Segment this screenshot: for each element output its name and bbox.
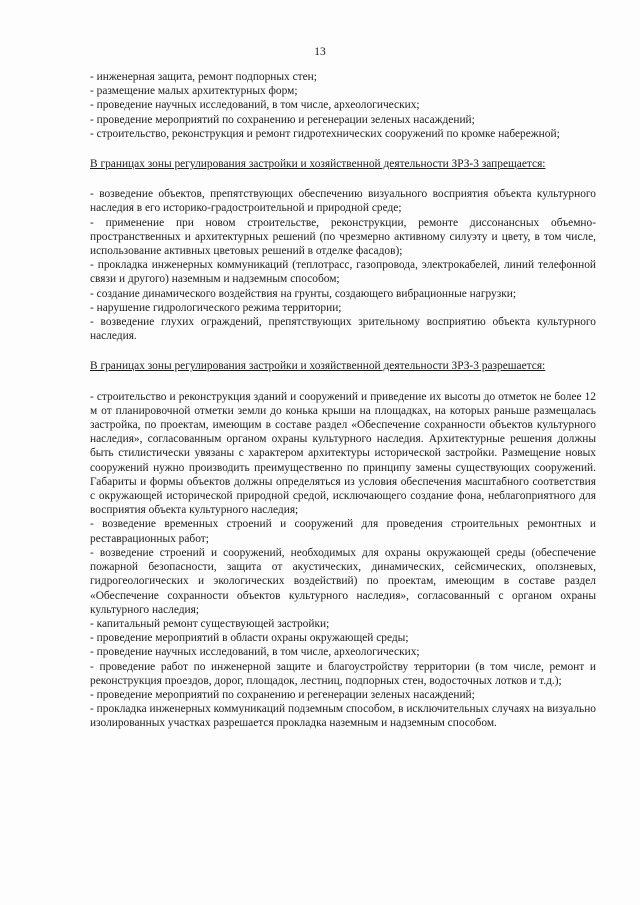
- section-heading-permitted: В границах зоны регулирования застройки и хозяйственной деятельности ЗРЗ-3 разрешается:: [90, 360, 546, 373]
- list-item: - проведение научных исследований, в том числе, археологических;: [90, 99, 420, 112]
- list-item: - размещение малых архитектурных форм;: [90, 85, 298, 98]
- list-item: - инженерная защита, ремонт подпорных стен;: [90, 71, 317, 83]
- list-item: - нарушение гидрологического режима территории;: [90, 301, 342, 314]
- list-item: - проведение научных исследований, в том числе, археологических;: [90, 646, 420, 659]
- list-item: - строительство, реконструкция и ремонт гидротехнических сооружений по кромке набережной;: [90, 127, 560, 140]
- list-item: - возведение временных строений и сооружений для проведения строительных ремонтных и реставрационных работ;: [90, 518, 596, 545]
- page-number: 13: [314, 46, 326, 58]
- prohibited-list: [90, 187, 596, 343]
- list-item: - проведение мероприятий по сохранению и регенерации зеленых насаждений;: [90, 113, 475, 126]
- list-item: - возведение строений и сооружений, необходимых для охраны окружающей среды (обеспечение пожарной безопасности, защита от акустических, динамических, сейсмических, оползневых, гидрогеологических и экологических воздействий) по проектам, имеющим в составе раздел «Обеспечение сохранности объектов культурного наследия», согласованный с органом охраны культурного наследия;: [90, 546, 596, 616]
- list-item: - применение при новом строительстве, реконструкции, ремонте диссонансных объемно-пространственных и архитектурных решений (по чрезмерно активному силуэту и цвету, в том числе, использование активных цветовых решений в отделке фасадов);: [90, 216, 596, 258]
- list-item: - строительство и реконструкция зданий и сооружений и приведение их высоты до отметок не более 12 м от планировочной отметки земли до конька крыши на площадках, на которых раньше размещалась застройка, по проектам, имеющим в составе раздел «Обеспечение сохранности объектов культурного наследия», согласованным органом охраны культурного наследия. Архитектурные решения должны быть стилистически увязаны с характером архитектуры исторической застройки. Размещение новых сооружений нужно производить преимущественно по принципу замены существующих сооружений. Габариты и формы объектов должны определяться из условия обеспечения масштабного соответствия с окружающей исторической природной средой, исключающего создание фона, неблагоприятного для восприятия объекта культурного наследия;: [90, 390, 596, 517]
- list-item: - проведение мероприятий по сохранению и регенерации зеленых насаждений;: [90, 688, 475, 701]
- top-list: [90, 70, 596, 141]
- list-item: - проведение мероприятий в области охраны окружающей среды;: [90, 632, 409, 645]
- list-item: - капитальный ремонт существующей застройки;: [90, 617, 330, 630]
- list-item: - проведение работ по инженерной защите и благоустройству территории (в том числе, ремонт и реконструкция проездов, дорог, площадок, лестниц, подпорных стен, водосточных лотков и т.д.);: [90, 660, 596, 687]
- list-item: - возведение глухих ограждений, препятствующих зрительному восприятию объекта культурного наследия.: [90, 316, 596, 343]
- list-item: - возведение объектов, препятствующих обеспечению визуального восприятия объекта культурного наследия в его историко-градостроительной и природной среде;: [90, 188, 596, 215]
- permitted-list: [90, 390, 596, 731]
- list-item: - прокладка инженерных коммуникаций подземным способом, в исключительных случаях на визуально изолированных участках разрешается прокладка наземным и надземным способом.: [90, 703, 596, 730]
- list-item: - создание динамического воздействия на грунты, создающего вибрационные нагрузки;: [90, 287, 517, 300]
- list-item: - прокладка инженерных коммуникаций (теплотрасс, газопровода, электрокабелей, линий телефонной связи и другого) наземным и надземным способом;: [90, 259, 596, 286]
- section-heading-prohibited: В границах зоны регулирования застройки и хозяйственной деятельности ЗРЗ-3 запрещается:: [90, 158, 546, 171]
- document-body: [90, 70, 596, 731]
